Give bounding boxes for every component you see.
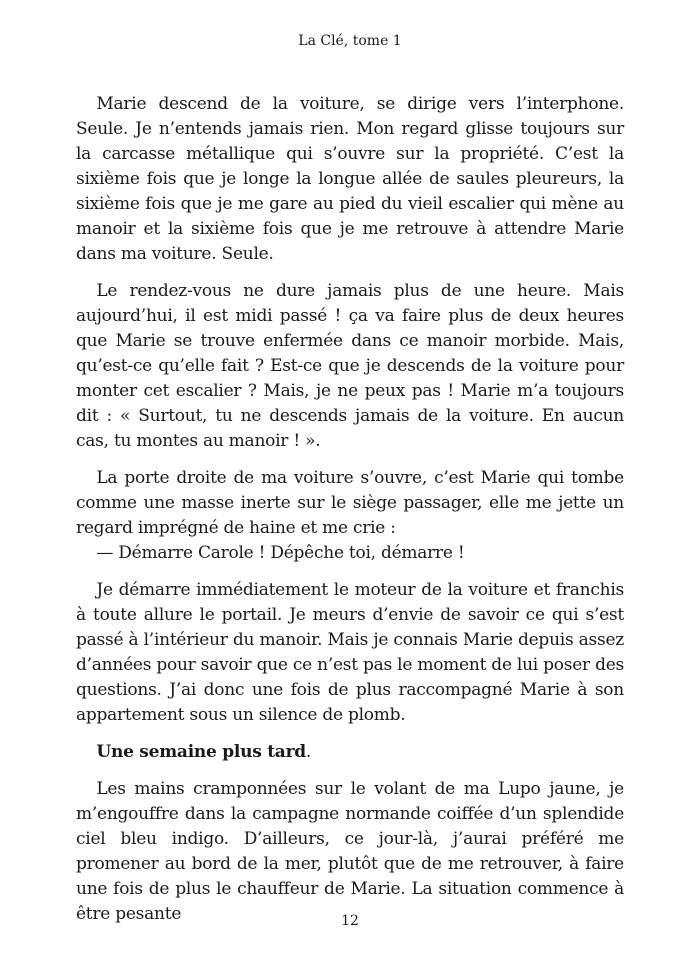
section-heading (76, 740, 624, 765)
running-header-title: La Clé, tome 1 (298, 33, 402, 49)
paragraph-3: La porte droite de ma voiture s’ouvre, c’est Marie qui tombe comme une masse inerte sur le siège passager, elle me jette un regard imprégné de haine et me crie : (76, 468, 624, 538)
section-heading-text: Une semaine plus tard (96, 742, 306, 762)
paragraph-1: Marie descend de la voiture, se dirige vers l’interphone. Seule. Je n’entends jamais rien. Mon regard glisse toujours sur la carcasse métallique qui s’ouvre sur la propriété. C’est la sixième fois que je longe la longue allée de saules pleureurs, la sixième fois que je me gare au pied du vieil escalier qui mène au manoir et la sixième fois que je me retrouve à attendre Marie dans ma voiture. Seule. (76, 94, 624, 264)
paragraph-4: Je démarre immédiatement le moteur de la voiture et franchis à toute allure le portail. Je meurs d’envie de savoir ce qui s’est passé à l’intérieur du manoir. Mais je connais Marie depuis assez d’années pour savoir que ce n’est pas le moment de lui poser des questions. J’ai donc une fois de plus raccompagné Marie à son appartement sous un silence de plomb. (76, 580, 624, 725)
dialogue-line: — Démarre Carole ! Dépêche toi, démarre ! (96, 543, 465, 563)
page-number: 12 (341, 913, 359, 929)
paragraph-5: Les mains cramponnées sur le volant de ma Lupo jaune, je m’engouffre dans la campagne normande coiffée d’un splendide ciel bleu indigo. D’ailleurs, ce jour-là, j’aurai préféré me promener au bord de la mer, plutôt que de me retrouver, à faire une fois de plus le chauffeur de Marie. La situation commence à être pesante (76, 779, 624, 924)
paragraph-2: Le rendez-vous ne dure jamais plus de une heure. Mais aujourd’hui, il est midi passé ! ça va faire plus de deux heures que Marie se trouve enfermée dans ce manoir morbide. Mais, qu’est-ce qu’elle fait ? Est-ce que je descends de la voiture pour monter cet escalier ? Mais, je ne peux pas ! Marie m’a toujours dit : « Surtout, tu ne descends jamais de la voiture. En aucun cas, tu montes au manoir ! ». (76, 281, 624, 451)
section-heading-punct: . (305, 742, 312, 762)
body-text (76, 92, 624, 939)
